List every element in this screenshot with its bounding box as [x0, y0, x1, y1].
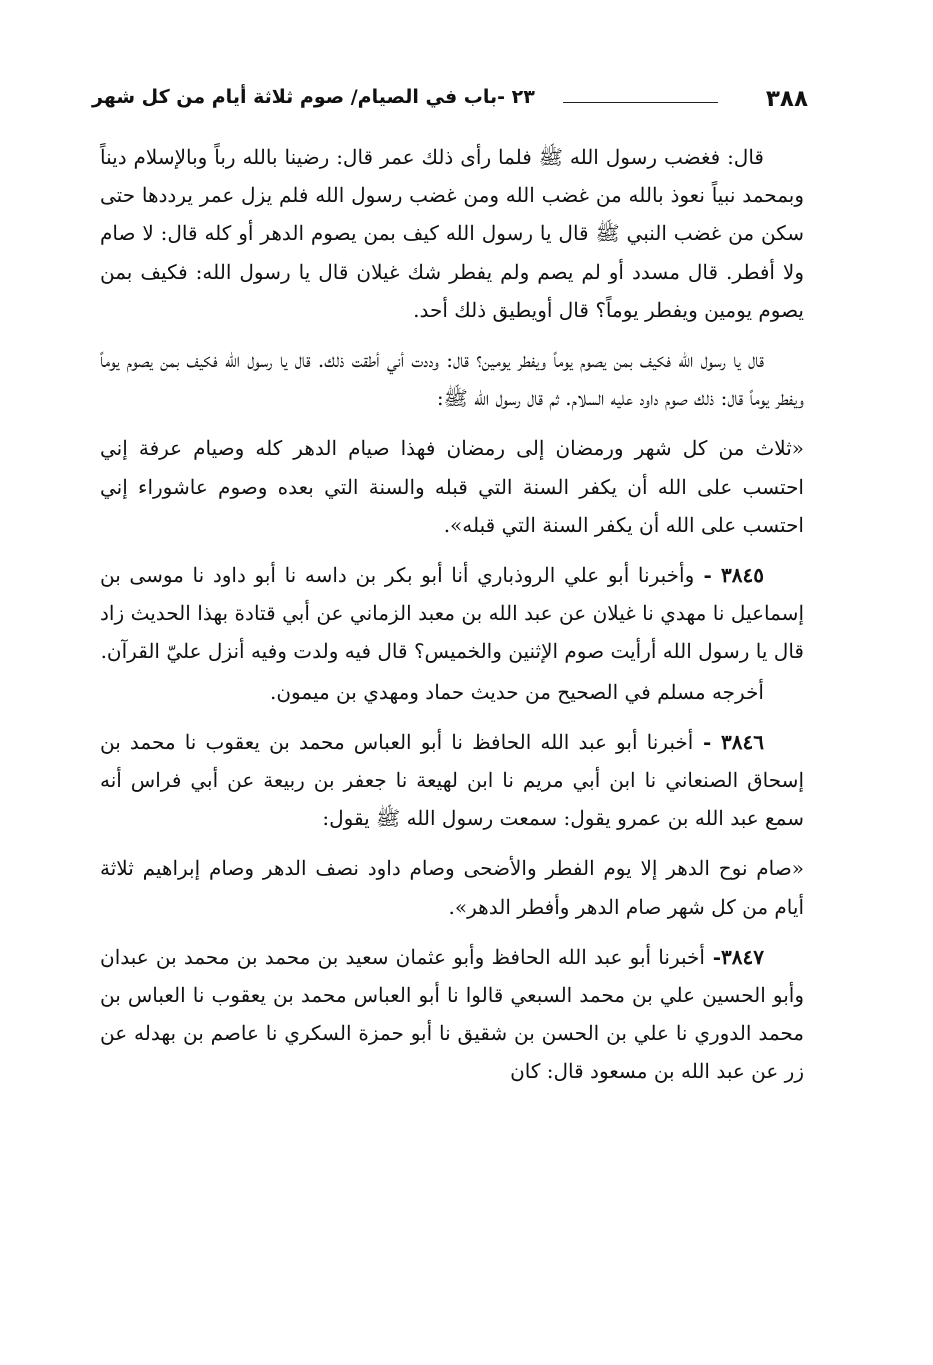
paragraph-text: أخرجه مسلم في الصحيح من حديث حماد ومهدي بن ميمون. — [270, 679, 764, 704]
paragraph-text: «صام نوح الدهر إلا يوم الفطر والأضحى وصام داود نصف الدهر وصام إبراهيم ثلاثة أيام من كل شهر صام الدهر وأفطر الدهر». — [100, 856, 804, 919]
hadith-paragraph — [100, 938, 804, 1091]
page-header — [92, 86, 808, 118]
page-number: ٣٨٨ — [765, 86, 808, 112]
hadith-number: ٣٨٤٦ - — [693, 729, 764, 754]
running-title: ٢٣ -باب في الصيام/ صوم ثلاثة أيام من كل شهر — [92, 86, 535, 108]
paragraph — [100, 673, 804, 711]
paragraph — [100, 138, 804, 329]
paragraph-text: قال: فغضب رسول الله ﷺ فلما رأى ذلك عمر قال: رضينا بالله رباً وبالإسلام ديناً وبمحمد نبياً نعوذ بالله من غضب الله ومن غضب رسول الله فلم يزل عمر يرددها حتى سكن من غضب النبي ﷺ قال يا رسول الله كيف بمن يصوم الدهر أو كله قال: لا صام ولا أفطر. قال مسدد أو لم يصم ولم يفطر شك غيلان قال يا رسول الله: فكيف بمن يصوم يومين ويفطر يوماً؟ قال أويطيق ذلك أحد. — [100, 145, 804, 322]
header-rule — [563, 102, 718, 103]
hadith-paragraph — [100, 556, 804, 671]
hadith-paragraph — [100, 723, 804, 838]
hadith-number: ٣٨٤٥ - — [694, 563, 764, 588]
body-text — [100, 138, 804, 1103]
paragraph-text: وأخبرنا أبو علي الروذباري أنا أبو بكر بن داسه نا أبو داود نا موسى بن إسماعيل نا مهدي نا غيلان عن عبد الله بن معبد الزماني عن أبي قتادة بهذا الحديث زاد قال يا رسول الله أرأيت صوم الإثنين والخميس؟ قال فيه ولدت وفيه أنزل عليّ القرآن. — [100, 563, 804, 664]
paragraph — [100, 341, 804, 417]
hadith-quote — [100, 849, 804, 925]
paragraph-text: أخبرنا أبو عبد الله الحافظ نا أبو العباس محمد بن يعقوب نا محمد بن إسحاق الصنعاني نا ابن أبي مريم نا ابن لهيعة نا جعفر بن ربيعة عن أبي فراس أنه سمع عبد الله بن عمرو يقول: سمعت رسول الله ﷺ يقول: — [100, 729, 804, 831]
hadith-number: ٣٨٤٧- — [704, 944, 764, 969]
hadith-quote — [100, 429, 804, 544]
paragraph-text: أخبرنا أبو عبد الله الحافظ وأبو عثمان سعيد بن محمد بن محمد بن عبدان وأبو الحسين علي بن محمد السبعي قالوا نا أبو العباس محمد بن يعقوب نا العباس بن محمد الدوري نا علي بن الحسن بن شقيق نا أبو حمزة السكري نا عاصم بن بهدله عن زر عن عبد الله بن مسعود قال: كان — [100, 944, 804, 1084]
paragraph-text: قال يا رسول الله فكيف بمن يصوم يوماً ويفطر يومين؟ قال: وددت أني أطقت ذلك. قال يا رسول الله فكيف بمن يصوم يوماً ويفطر يوماً قال: ذلك صوم داود عليه السلام. ثم قال رسول الله ﷺ: — [100, 348, 804, 411]
paragraph-text: «ثلاث من كل شهر ورمضان إلى رمضان فهذا صيام الدهر كله وصيام عرفة إني احتسب على الله أن يكفر السنة التي قبله والسنة التي بعده وصوم عاشوراء إني احتسب على الله أن يكفر السنة التي قبله». — [100, 436, 804, 537]
